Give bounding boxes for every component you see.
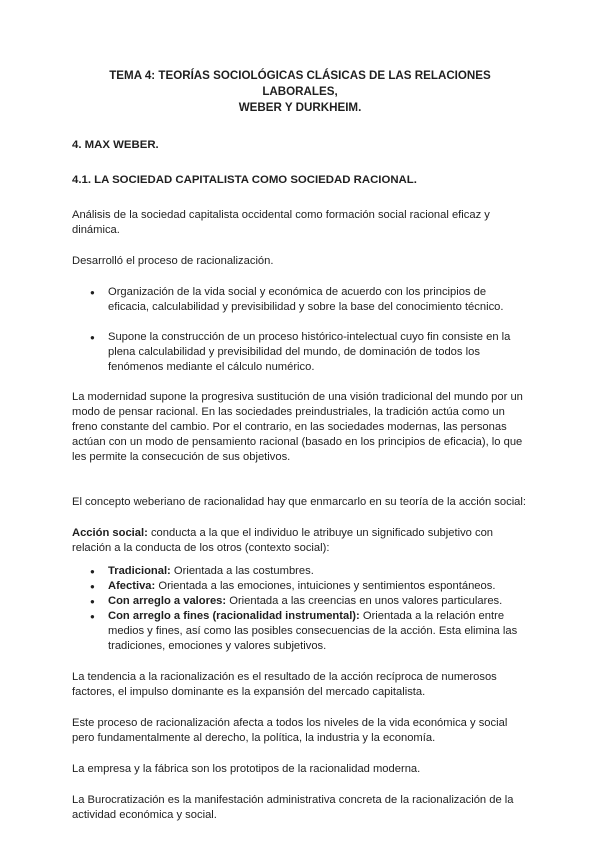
list-item	[72, 564, 528, 579]
action-type-text: Orientada a las creencias en unos valores particulares.	[226, 595, 503, 607]
title-line-2: WEBER Y DURKHEIM.	[238, 101, 362, 114]
document-title	[72, 68, 528, 116]
action-type-term: Tradicional:	[108, 565, 171, 577]
social-action-term: Acción social:	[72, 527, 148, 539]
action-type-term: Afectiva:	[108, 580, 156, 592]
paragraph-prototypes: La empresa y la fábrica son los prototipos de la racionalidad moderna.	[72, 763, 421, 775]
list-item	[72, 579, 528, 594]
action-types-list	[72, 564, 528, 654]
paragraph-social-action	[72, 526, 528, 556]
action-type-term: Con arreglo a fines (racionalidad instrumental):	[108, 610, 360, 622]
social-action-text: conducta a la que el individuo le atribuye un significado subjetivo con relación a la conducta de los otros (contexto social):	[72, 527, 494, 554]
list-item	[72, 594, 528, 609]
spacer	[72, 481, 528, 495]
paragraph-rationalization: Desarrolló el proceso de racionalización.	[72, 255, 274, 267]
action-type-text: Orientada a las costumbres.	[170, 565, 314, 577]
paragraph-weberian-concept: El concepto weberiano de racionalidad hay que enmarcarlo en su teoría de la acción social:	[72, 496, 526, 508]
action-type-text: Orientada a la relación entre medios y fines, así como las posibles consecuencias de la acción. Esta elimina las tradiciones, emociones y valores subjetivos.	[108, 610, 518, 652]
title-line-1: TEMA 4: TEORÍAS SOCIOLÓGICAS CLÁSICAS DE LAS RELACIONES LABORALES,	[109, 69, 491, 98]
rationalization-list	[72, 285, 528, 375]
action-type-text: Orientada a las emociones, intuiciones y sentimientos espontáneos.	[155, 580, 496, 592]
paragraph-analysis: Análisis de la sociedad capitalista occidental como formación social racional eficaz y dinámica.	[72, 209, 490, 236]
paragraph-tendency: La tendencia a la racionalización es el resultado de la acción recíproca de numerosos factores, el impulso dominante es la expansión del mercado capitalista.	[72, 671, 497, 698]
paragraph-modernity: La modernidad supone la progresiva sustitución de una visión tradicional del mundo por un modo de pensar racional. En las sociedades preindustriales, la tradición actúa como un freno constante del cambio. Por el contrario, en las sociedades modernas, las personas actúan con un modo de pensamiento racional (basado en los principios de eficacia), lo que les permite la consecución de sus objetivos.	[72, 391, 523, 463]
subsection-heading: 4.1. LA SOCIEDAD CAPITALISTA COMO SOCIEDAD RACIONAL.	[72, 174, 417, 186]
list-item: ● Supone la construcción de un proceso histórico-intelectual cuyo fin consiste en la plena calculabilidad y previsibilidad del mundo, de dominación de todos los fenómenos mediante el cálculo numérico.	[72, 330, 528, 375]
action-type-term: Con arreglo a valores:	[108, 595, 227, 607]
list-item: ● Organización de la vida social y económica de acuerdo con los principios de eficacia, calculabilidad y previsibilidad y sobre la base del conocimiento técnico.	[72, 285, 528, 315]
paragraph-process: Este proceso de racionalización afecta a todos los niveles de la vida económica y social pero fundamentalmente al derecho, la política, la industria y la economía.	[72, 717, 508, 744]
list-item	[72, 609, 528, 654]
section-heading: 4. MAX WEBER.	[72, 139, 159, 151]
paragraph-bureaucratization: La Burocratización es la manifestación administrativa concreta de la racionalización de la actividad económica y social.	[72, 794, 514, 821]
